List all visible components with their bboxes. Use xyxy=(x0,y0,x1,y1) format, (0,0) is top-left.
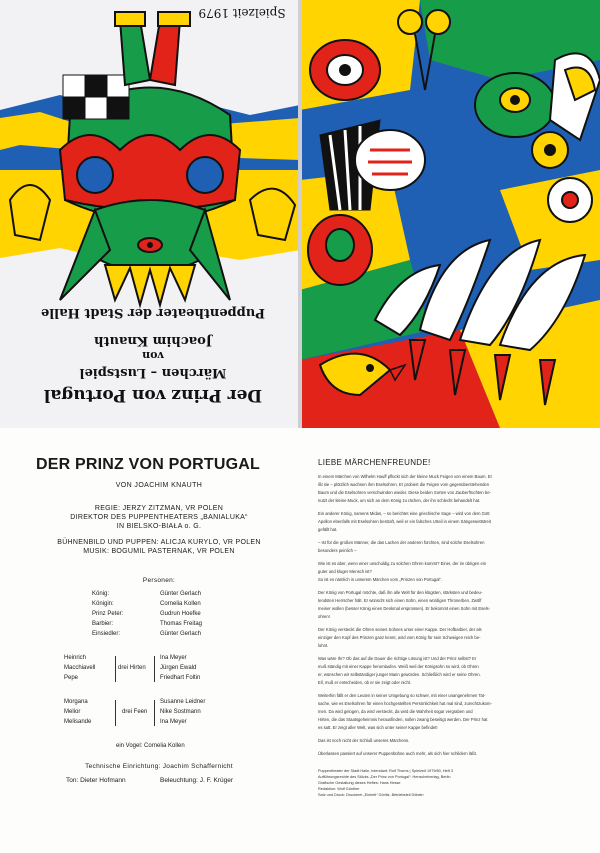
feen-role: Morgana xyxy=(64,699,88,705)
credit-regie: REGIE: JERZY ZITZMAN, VR POLEN xyxy=(94,505,224,512)
program-page xyxy=(0,428,600,853)
imprint xyxy=(318,768,590,798)
cast-role: König: xyxy=(92,591,110,597)
letter-line: nutzt der kleine Muck, um sich an dem König zu rächen, der ihn schlecht behandelt hat. xyxy=(318,498,481,503)
letter-line: er, wünschen wir selbständiger junger Mann geworden. Schließlich wird er seine Ohren. xyxy=(318,672,481,677)
beleuchtung-credit: Beleuchtung: J. F. Krüger xyxy=(160,777,233,784)
letter-line: Der König von Portugal möchte, daß ihn alle Welt für den klügsten, stärksten und bedeu- xyxy=(318,590,483,595)
letter-paragraph xyxy=(318,539,590,555)
cast-actor: Gudrun Hoefke xyxy=(160,611,201,617)
credit-buehnenbild: BÜHNENBILD UND PUPPEN: ALICJA KURYLO, VR POLEN xyxy=(57,539,261,546)
letter-paragraph xyxy=(318,655,590,687)
letter-line: Der König versteckt die Ohren seines Sohnes unter einer Kappe. Der Hofbarbier, der als xyxy=(318,627,482,632)
front-cover xyxy=(300,0,600,428)
letter-line: Ell, muß er entscheiden, ob er sie zeigt oder nicht. xyxy=(318,680,412,685)
letter-line: einziger den Kopf des Prinzen ganz kennt, wird vom König für sein Schweigen reich be- xyxy=(318,635,481,640)
letter-column xyxy=(318,428,590,853)
hirten-actor: Jürgen Ewald xyxy=(160,665,197,671)
feen-role: Melisande xyxy=(64,719,92,725)
letter-line: lohnt. xyxy=(318,643,329,648)
hirten-label: drei Hirten xyxy=(118,665,146,671)
technik-credit: Technische Einrichtung: Joachim Schaffernicht xyxy=(85,763,233,770)
credit-direktor: DIREKTOR DES PUPPENTHEATERS „BANIALUKA“ xyxy=(70,514,248,521)
cast-actor: Günter Gerlach xyxy=(160,591,202,597)
feen-actor: Ina Meyer xyxy=(160,719,187,725)
letter-paragraph xyxy=(318,510,590,534)
imprint-line: Aufführungsrechte des Stücks „Der Prinz von Portugal“: Henschelverlag, Berlin xyxy=(318,775,451,779)
letter-line: Weiterhin fällt er den Leuten in seiner Umgebung so schwer, mit einer unangenehmen Tat- xyxy=(318,693,486,698)
play-author: VON JOACHIM KNAUTH xyxy=(115,482,203,489)
bracket xyxy=(112,700,116,726)
imprint-line: Satz und Druck: Druckerei „Einheit“ Görlitz, Betriebsteil Döbeln xyxy=(318,793,424,797)
letter-line: Überlassen passiert auf unserer Puppenbühne auch mehr, als sich hier schildern läßt. xyxy=(318,751,477,756)
letter-line: gefällt hat. xyxy=(318,527,338,532)
bracket xyxy=(112,656,116,682)
letter-line: men. Da wird gelogen, da wird versteckt, da wird die Wahrheit sogar vergraben und xyxy=(318,709,473,714)
letter-line: es satt. Er zeigt aller Welt, was sich unter seiner Kappe befindet! xyxy=(318,725,438,730)
credits-column xyxy=(14,428,304,853)
cast-actor: Cornelia Kollen xyxy=(160,601,201,607)
imprint-line: Grafische Gestaltung dieses Heftes: Hans Hesse xyxy=(318,781,401,785)
cast-role: Barbier: xyxy=(92,621,114,627)
fold-line xyxy=(298,0,302,428)
feen-label: drei Feen xyxy=(122,709,148,715)
hirten-role: Heinrich xyxy=(64,655,87,661)
cover-author: Joachim Knauth xyxy=(94,333,212,348)
credit-direktor-ort: IN BIELSKO-BIAŁA o. G. xyxy=(116,523,202,530)
vogel-credit: ein Vogel: Cornelia Kollen xyxy=(116,743,185,749)
letter-line: ohren! xyxy=(318,614,330,619)
letter-line: Baum und die Eselsohren verschwinden wieder. Diese beiden Sorten von Zauberfrüchten be- xyxy=(318,490,491,495)
cover-season: Spielzeit 1979 xyxy=(198,6,286,20)
cast-role: Königin: xyxy=(92,601,114,607)
bracket xyxy=(154,700,158,726)
bracket xyxy=(154,656,158,682)
letter-paragraph xyxy=(318,560,590,584)
personen-heading: Personen: xyxy=(142,577,176,584)
imprint-line: Redaktion: Wolf Günther xyxy=(318,787,360,791)
jester-illustration xyxy=(0,0,300,428)
feen-actor: Nike Sostmann xyxy=(160,709,201,715)
letter-paragraph xyxy=(318,473,590,505)
letter-line: guter und kluger Mensch ist? xyxy=(318,569,372,574)
letter-line: ißt sie – plötzlich wachsen ihm Eselsohren. Er probiert die Feigen vom gegenüberstehenden xyxy=(318,482,490,487)
cover-title: Der Prinz von Portugal xyxy=(43,385,263,405)
hirten-role: Pepe xyxy=(64,675,79,681)
letter-paragraph xyxy=(318,750,590,758)
letter-paragraph xyxy=(318,589,590,621)
letter-paragraph xyxy=(318,737,590,745)
letter-line: Apollon ebenfalls mit Eselsohren bestraft, weil er ein falsches Urteil in einem Sängerwettstreit xyxy=(318,519,491,524)
cover-theater: Puppentheater der Stadt Halle xyxy=(41,305,265,320)
letter-paragraph xyxy=(318,692,590,732)
letter-line: tendsten Herrscher hält. Er wünscht sich einen Sohn, einen würdigen Thronerben. Zwölf xyxy=(318,598,482,603)
letter-line: sache, wie es Eselsohren für einen hochgestellten Persönlichkeit hat mal sind, zurechtzukom- xyxy=(318,701,492,706)
letter-line: So ist es nämlich in unserem Märchen vom „Prinzen von Portugal“. xyxy=(318,577,443,582)
cast-actor: Thomas Freitag xyxy=(160,621,203,627)
hirten-role: Macchiavell xyxy=(64,665,96,671)
hirten-actor: Ina Meyer xyxy=(160,655,187,661)
letter-line: Das ist noch nicht der Schluß unseres Märchens. xyxy=(318,738,410,743)
ton-credit: Ton: Dieter Hofmann xyxy=(66,777,126,784)
letter-line: – Ist für die großen Männer, die das Lachen der anderen fürchten, sind solche Eselsohren xyxy=(318,540,485,545)
letter-greeting: LIEBE MÄRCHENFREUNDE! xyxy=(318,458,431,467)
cover-von: von xyxy=(142,349,164,362)
letter-line: meiner wollen (besser König einen Denkmal ersprossen). Er bekommt einen Sohn mit Esels- xyxy=(318,606,490,611)
feen-role: Melior xyxy=(64,709,81,715)
letter-line: besonders peinlich – xyxy=(318,548,357,553)
letter-paragraph xyxy=(318,626,590,650)
letter-line: Wie ist es aber, wenn einer unschuldig zu solchen Ohren kommt? Einer, der im übrigen ein xyxy=(318,561,487,566)
birds-illustration xyxy=(300,0,600,428)
letter-line: Was wäre Ihr? Ob das auf die Dauer die richtige Lösung ist? Und der Prinz selbst? Er xyxy=(318,656,477,661)
hirten-actor: Friedhart Foltin xyxy=(160,675,201,681)
credit-musik: MUSIK: BOGUMIL PASTERNAK, VR POLEN xyxy=(83,548,235,555)
letter-line: Ein anderer König, namens Midas, – so berichtet eine griechische Sage – wird von dem Gott xyxy=(318,511,490,516)
letter-line: In einem Märchen von Wilhelm Hauff pflückt sich der kleine Muck Feigen von einem Baum. Er xyxy=(318,474,493,479)
letter-line: muß ständig mit einer Kappe herumlaufen. Weiß weil der Königsohn so wird, ob Ohren xyxy=(318,664,479,669)
cast-role: Prinz Peter: xyxy=(92,611,124,617)
feen-actor: Susanne Leidner xyxy=(160,699,206,705)
cover-genre: Märchen – Lustspiel xyxy=(79,365,227,380)
letter-line: Hirten, die das Staatsgeheimnis herausfinden, sollen zwang beseitigt werden. Der Prinz hat xyxy=(318,717,488,722)
imprint-line: Puppentheater der Stadt Halle, Intendant: Rolf Thoms | Spielzeit 1979/80, Heft 3 xyxy=(318,769,453,773)
cast-role: Einsiedler: xyxy=(92,631,121,637)
back-cover xyxy=(0,0,300,428)
cast-actor: Günter Gerlach xyxy=(160,631,202,637)
play-title: DER PRINZ VON PORTUGAL xyxy=(36,456,260,473)
